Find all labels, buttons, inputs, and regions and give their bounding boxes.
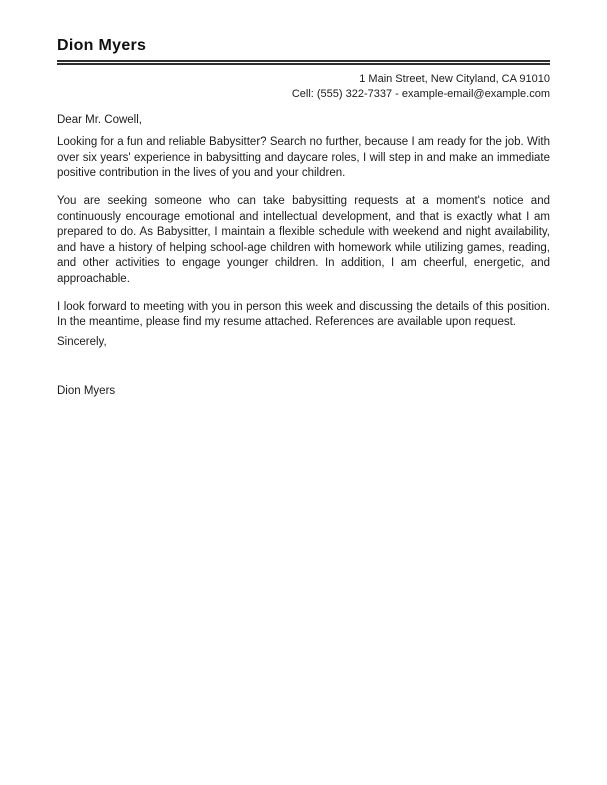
paragraph-3: I look forward to meeting with you in person this week and discussing the details of this position. In the meantime, please find my resume attached. References are available upon request. <box>57 300 550 329</box>
salutation: Dear Mr. Cowell, <box>57 113 142 126</box>
header-double-rule <box>57 60 550 65</box>
contact-block <box>57 72 550 102</box>
letter-body <box>57 113 550 400</box>
contact-address: 1 Main Street, New Cityland, CA 91010 <box>359 72 550 85</box>
paragraph-1: Looking for a fun and reliable Babysitter? Search no further, because I am ready for the job. With over six years' experience in babysitting and daycare roles, I will step in and make an immediate positive contribution in the lives of you and your children. <box>57 136 550 180</box>
signature-name: Dion Myers <box>57 385 116 398</box>
paragraph-2: You are seeking someone who can take babysitting requests at a moment's notice and continuously encourage emotional and intellectual development, and that is exactly what I am prepared to do. As Babysitter, I maintain a flexible schedule with weekend and night availability, and have a history of helping school-age children with homework while utilizing games, reading, and other activities to engage younger children. In addition, I am cheerful, energetic, and approachable. <box>57 195 550 285</box>
rule-line-bottom <box>57 63 550 65</box>
rule-line-top <box>57 60 550 62</box>
contact-phone-email: Cell: (555) 322-7337 - example-email@example.com <box>291 87 550 100</box>
sender-name-heading: Dion Myers <box>57 37 147 54</box>
closing: Sincerely, <box>57 335 107 348</box>
